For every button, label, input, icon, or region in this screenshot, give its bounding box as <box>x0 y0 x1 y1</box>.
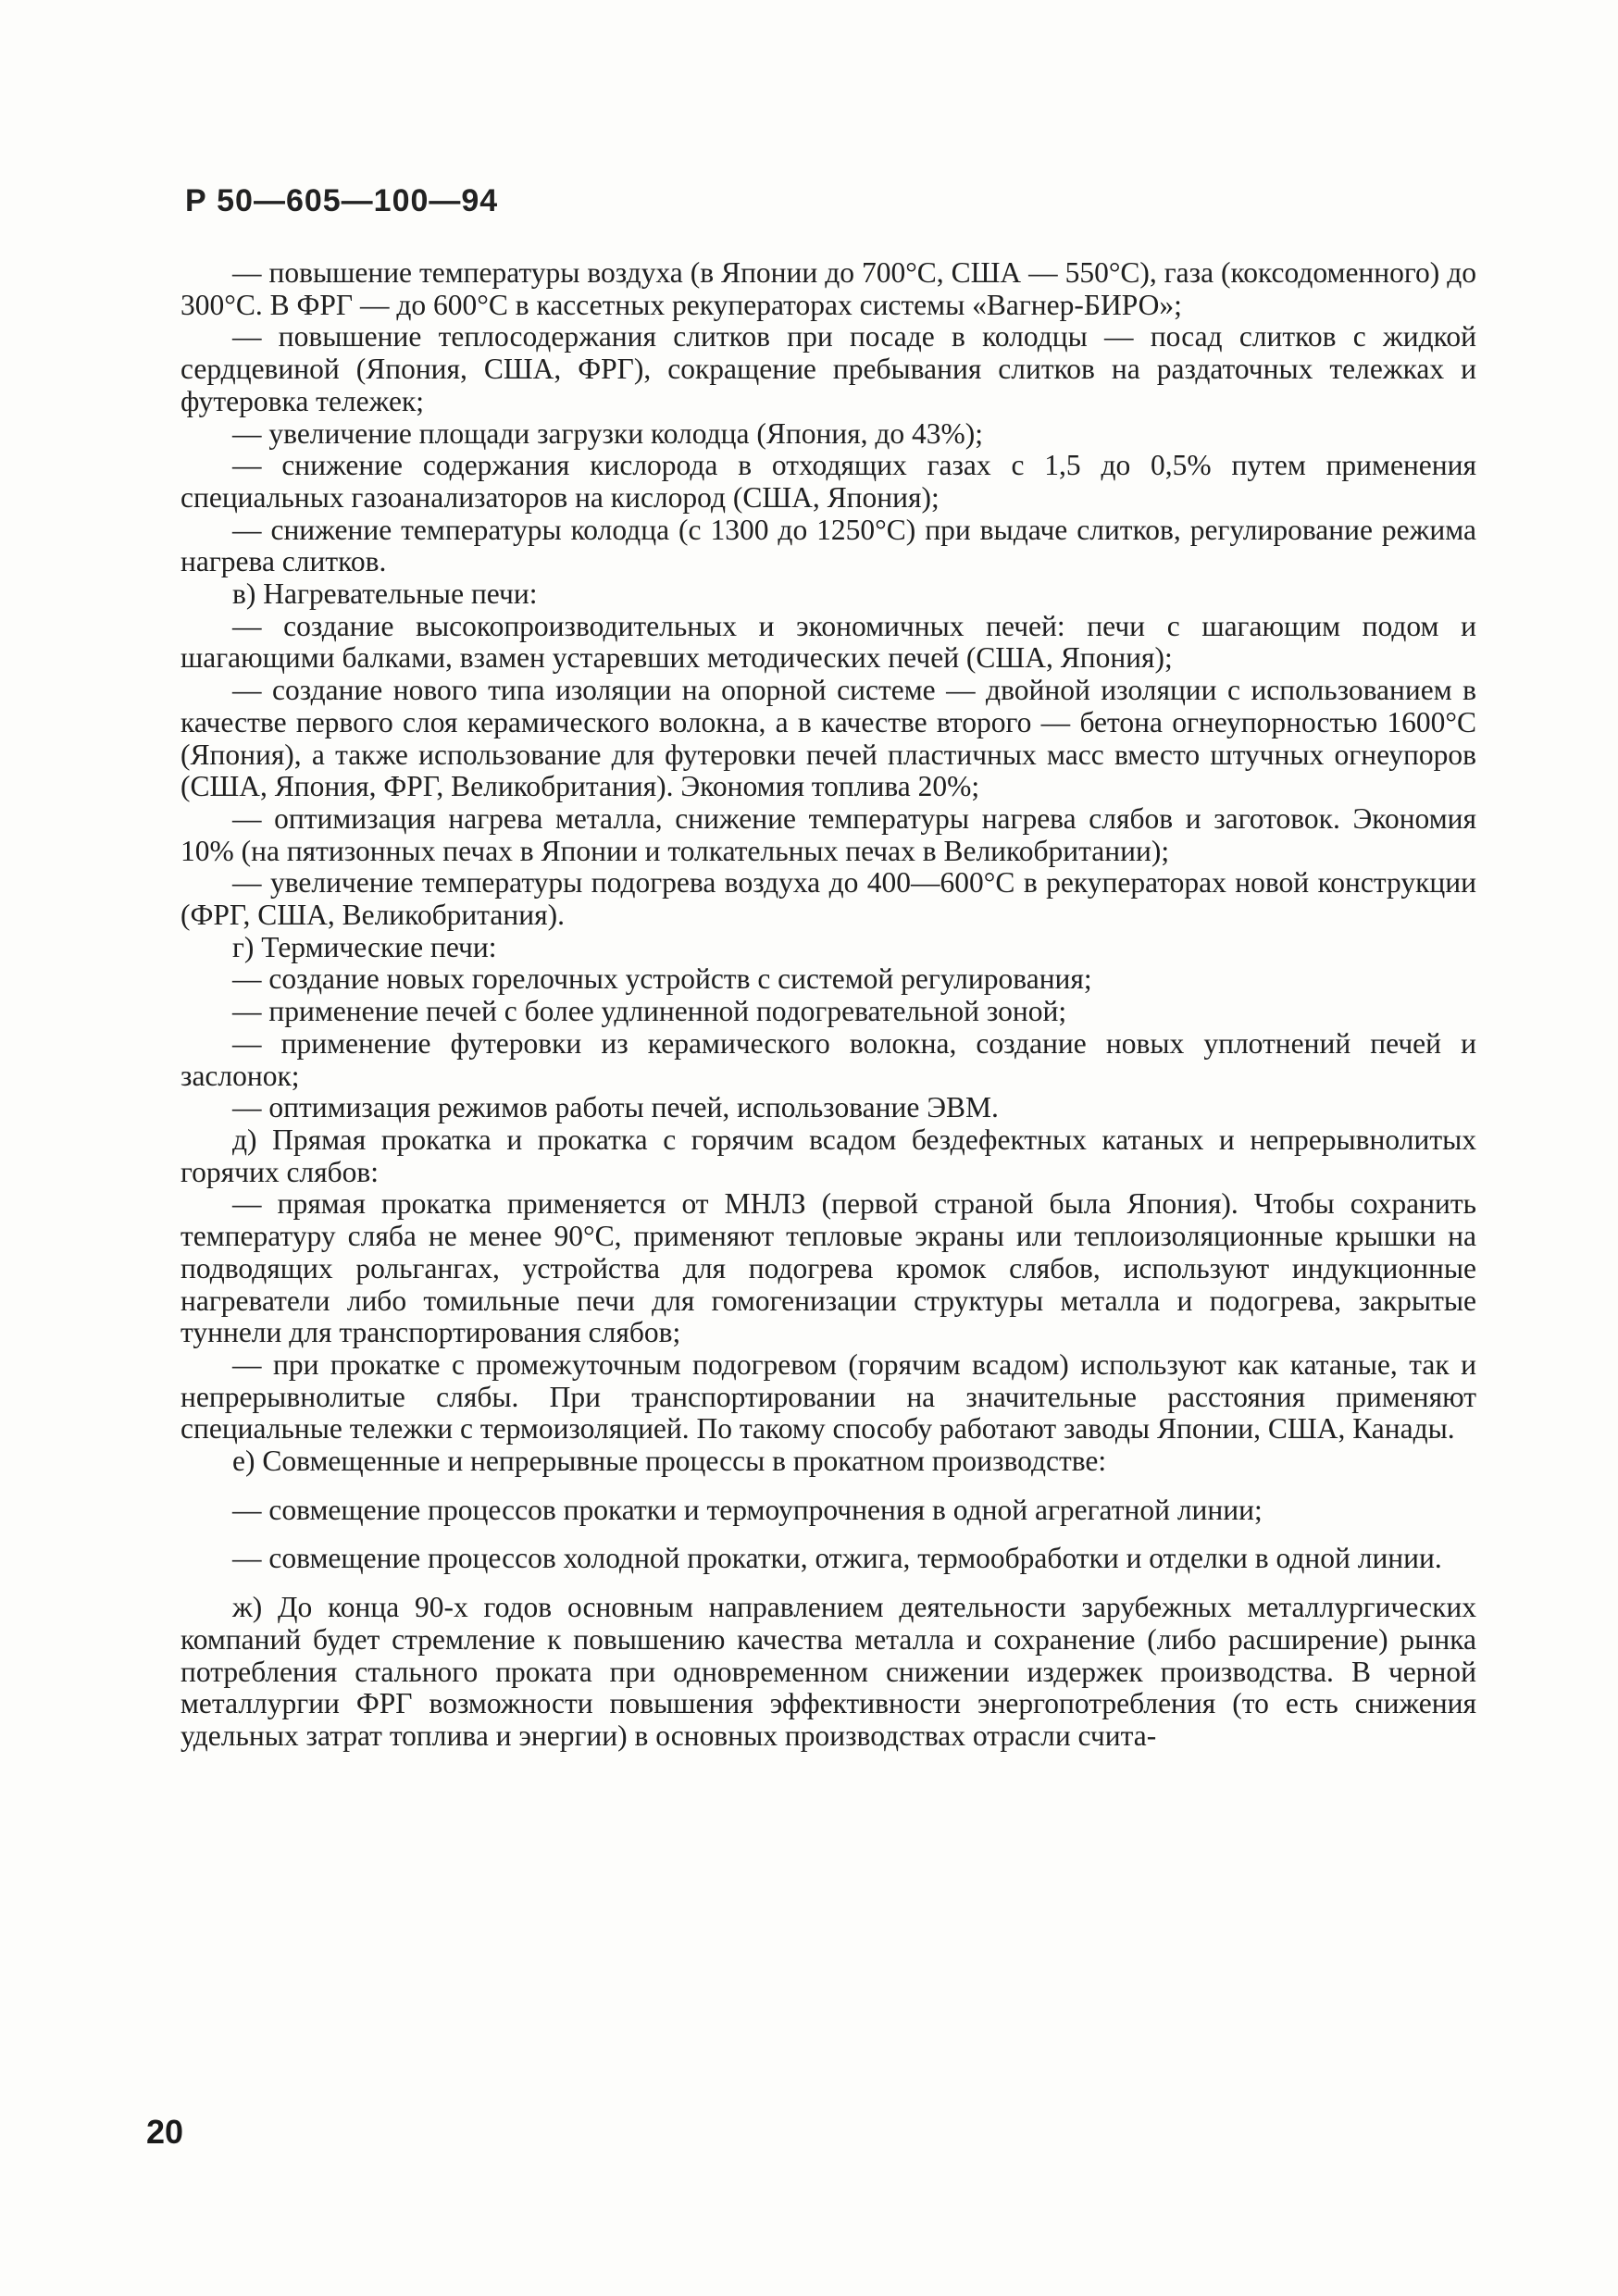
section-heading: в) Нагревательные печи: <box>232 577 538 611</box>
body-text <box>180 257 1476 1753</box>
paragraph: — увеличение площади загрузки колодца (Япония, до 43%); <box>232 416 984 450</box>
page-number: 20 <box>146 2113 184 2151</box>
paragraph: — при прокатке с промежуточным подогревом (горячим всадом) используют как катаные, так и непрерывнолитые слябы. При транспортировании на значительные расстояния применяют специальные тележки с термоизоляцией. По такому способу работают заводы Японии, США, Канады. <box>180 1347 1476 1446</box>
section-heading: г) Термические печи: <box>232 930 497 963</box>
section-paragraph: ж) До конца 90-х годов основным направлением деятельности зарубежных металлургических компаний будет стремление к повышению качества металла и сохранение (либо расширение) рынка потребления стального проката при одновременном снижении издержек производства. В черной металлургии ФРГ возможности повышения эффективности энергопотребления (то есть снижения удельных затрат топлива и энергии) в основных производствах отрасли счита- <box>180 1591 1476 1752</box>
paragraph: — снижение содержания кислорода в отходящих газах с 1,5 до 0,5% путем применения специальных газоанализаторов на кислород (США, Япония); <box>180 449 1476 514</box>
document-code: Р 50—605—100—94 <box>185 183 499 218</box>
paragraph: — снижение температуры колодца (с 1300 до 1250°С) при выдаче слитков, регулирование режима нагрева слитков. <box>180 513 1476 578</box>
paragraph: — повышение температуры воздуха (в Японии до 700°С, США — 550°С), газа (коксодоменного) до 300°С. В ФРГ — до 600°С в кассетных рекуператорах системы «Вагнер-БИРО»; <box>180 256 1476 321</box>
paragraph: — применение футеровки из керамического волокна, создание новых уплотнений печей и заслонок; <box>180 1026 1476 1092</box>
paragraph: — создание нового типа изоляции на опорной системе — двойной изоляции с использованием в качестве первого слоя керамического волокна, а в качестве второго — бетона огнеупорностью 1600°С (Япония), а также использование для футеровки печей пластичных масс вместо штучных огнеупоров (США, Япония, ФРГ, Великобритания). Экономия топлива 20%; <box>180 674 1476 803</box>
section-heading: д) Прямая прокатка и прокатка с горячим всадом бездефектных катаных и непрерывнолитых горячих слябов: <box>180 1123 1476 1188</box>
paragraph: — применение печей с более удлиненной подогревательной зоной; <box>232 995 1067 1028</box>
paragraph: — оптимизация нагрева металла, снижение температуры нагрева слябов и заготовок. Экономия 10% (на пятизонных печах в Японии и толкательных печах в Великобритании); <box>180 801 1476 867</box>
paragraph: — совмещение процессов холодной прокатки, отжига, термообработки и отделки в одной линии. <box>232 1542 1442 1575</box>
paragraph: — увеличение температуры подогрева воздуха до 400—600°С в рекуператорах новой конструкции (ФРГ, США, Великобритания). <box>180 866 1476 932</box>
paragraph: — создание высокопроизводительных и экономичных печей: печи с шагающим подом и шагающими балками, взамен устаревших методических печей (США, Япония); <box>180 609 1476 675</box>
paragraph: — создание новых горелочных устройств с системой регулирования; <box>232 962 1092 996</box>
section-heading: е) Совмещенные и непрерывные процессы в прокатном производстве: <box>232 1445 1107 1478</box>
paragraph: — прямая прокатка применяется от МНЛЗ (первой страной была Япония). Чтобы сохранить температуру сляба не менее 90°С, применяют тепловые экраны или теплоизоляционные крышки на подводящих рольгангах, устройства для подогрева кромок слябов, используют индукционные нагреватели либо томильные печи для гомогенизации структуры металла и подогрева, закрытые туннели для транспортирования слябов; <box>180 1187 1476 1349</box>
paragraph: — повышение теплосодержания слитков при посаде в колодцы — посад слитков с жидкой сердцевиной (Япония, США, ФРГ), сокращение пребывания слитков на раздаточных тележках и футеровка тележек; <box>180 320 1476 417</box>
paragraph: — оптимизация режимов работы печей, использование ЭВМ. <box>232 1091 999 1124</box>
paragraph: — совмещение процессов прокатки и термоупрочнения в одной агрегатной линии; <box>232 1493 1263 1526</box>
